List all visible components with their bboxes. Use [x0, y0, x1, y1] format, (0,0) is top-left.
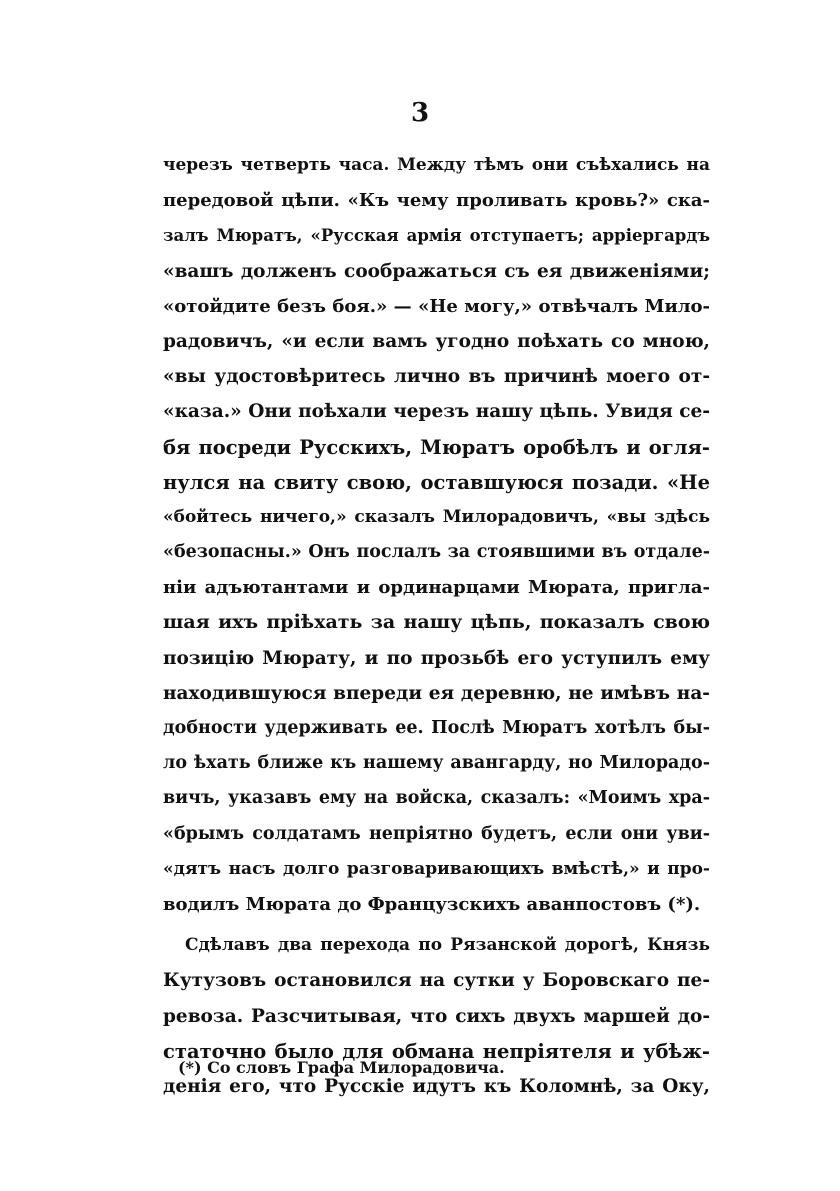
- text-line: залъ Мюратъ, «Русская армія отступаетъ; арріергардъ: [163, 226, 710, 246]
- page-number: 3: [410, 98, 430, 128]
- text-line: денія его, что Русскіе идутъ къ Коломнѣ, за Оку,: [163, 1075, 710, 1097]
- text-line: Сдѣлавъ два перехода по Рязанской дорогѣ, Князь: [185, 935, 710, 956]
- text-line: черезъ четверть часа. Между тѣмъ они съѣхались на: [163, 155, 710, 175]
- footnote: (*) Со словъ Графа Милорадовича.: [178, 1058, 505, 1077]
- text-line: «дятъ насъ долго разговаривающихъ вмѣстѣ,» и про-: [163, 858, 710, 879]
- text-line: шая ихъ пріѣхать за нашу цѣпь, показалъ свою: [163, 611, 710, 634]
- text-line: «отойдите безъ боя.» — «Не могу,» отвѣчалъ Мило-: [163, 295, 710, 317]
- text-line: «вашъ долженъ соображаться съ ея движеніями;: [163, 260, 710, 282]
- text-line: находившуюся впереди ея деревню, не имѣвъ на-: [163, 682, 710, 704]
- text-line: водилъ Мюрата до Французскихъ аванпостовъ (*).: [163, 893, 701, 915]
- body-text: [163, 148, 710, 1104]
- text-line: статочно было для обмана непріятеля и убѣж-: [163, 1039, 710, 1063]
- text-line: «брымъ солдатамъ непріятно будетъ, если они уви-: [163, 823, 710, 844]
- text-line: ніи адъютантами и ординарцами Мюрата, пригла-: [163, 577, 710, 599]
- text-line: передовой цѣпи. «Къ чему проливать кровь?» ска-: [163, 190, 710, 212]
- paragraph-1: [163, 148, 710, 922]
- text-line: позицію Мюрату, и по прозьбѣ его уступилъ ему: [163, 647, 710, 669]
- text-line: «бойтесь ничего,» сказалъ Милорадовичъ, «вы здѣсь: [163, 506, 710, 527]
- text-line: ло ѣхать ближе къ нашему авангарду, но Милорадо-: [163, 753, 710, 774]
- text-line: вичъ, указавъ ему на войска, сказалъ: «Моимъ хра-: [163, 788, 710, 809]
- text-line: «вы удостовѣритесь лично въ причинѣ моего от-: [163, 366, 710, 388]
- text-line: Кутузовъ остановился на сутки у Боровскаго пе-: [163, 970, 710, 992]
- text-line: радовичъ, «и если вамъ угодно поѣхать со мною,: [163, 330, 710, 352]
- text-line: «каза.» Они поѣхали черезъ нашу цѣпь. Увидя се-: [163, 401, 710, 423]
- paragraph-2: [163, 928, 710, 1104]
- text-line: бя посреди Русскихъ, Мюратъ оробѣлъ и огля-: [163, 435, 710, 459]
- text-line: ревоза. Разсчитывая, что сихъ двухъ маршей до-: [163, 1005, 710, 1027]
- text-line: нулся на свиту свою, оставшуюся позади. «Не: [163, 470, 710, 494]
- text-line: «безопасны.» Онъ послалъ за стоявшими въ отдале-: [163, 542, 710, 563]
- text-line: добности удерживать ее. Послѣ Мюратъ хотѣлъ бы-: [163, 718, 710, 738]
